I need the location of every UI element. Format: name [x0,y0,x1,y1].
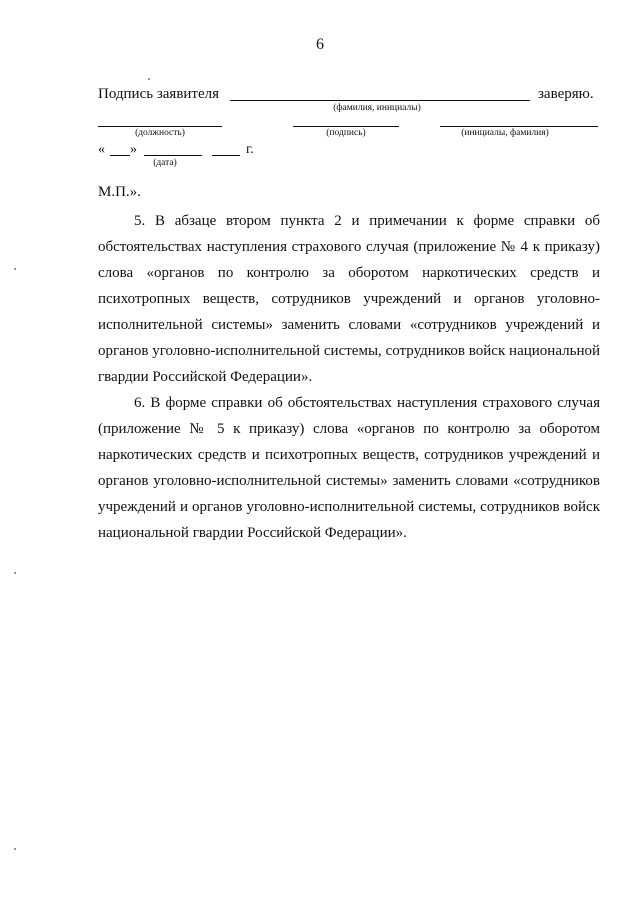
stamp-place: М.П.». [98,184,141,200]
caption-signature: (подпись) [326,128,366,138]
certify-word: заверяю. [538,86,594,102]
paragraph-6: 6. В форме справки об обстоятельствах наступления страхового случая (приложение № 5 к приказу) слова «органов по контролю за оборотом наркотических средств и психотропных веществ, сотрудников учреждений и органов уголовно-исполнительной системы» заменить словами «сотрудников учреждений и органов уголовно-исполнительной системы, сотрудников войск национальной гвардии Российской Федерации». [98,395,600,541]
page-number: 6 [316,36,324,53]
scan-mark [14,848,16,850]
applicant-signature-label: Подпись заявителя [98,86,220,102]
date-close-quote: » [130,142,137,157]
position-line [98,126,222,127]
scan-mark [148,78,150,80]
date-year-line [212,155,240,156]
scan-mark [14,572,16,574]
date-open-quote: « [98,142,105,157]
signature-line [293,126,399,127]
paragraph-5: 5. В абзаце втором пункта 2 и примечании к форме справки об обстоятельствах наступления страхового случая (приложение № 4 к приказу) слова «органов по контролю за оборотом наркотических средств и психотропных веществ, сотрудников учреждений и органов уголовно-исполнительной системы» заменить словами «сотрудников учреждений и органов уголовно-исполнительной системы, сотрудников войск национальной гвардии Российской Федерации». [98,213,600,385]
initials-surname-line [440,126,598,127]
date-day-line [110,155,130,156]
applicant-signature-line [230,100,530,101]
date-month-line [144,155,202,156]
date-year-suffix: г. [246,142,254,157]
caption-initials-surname: (инициалы, фамилия) [461,128,549,138]
caption-full-name: (фамилия, инициалы) [333,103,421,113]
caption-date: (дата) [153,158,177,168]
caption-position: (должность) [135,128,185,138]
scan-mark [14,268,16,270]
date-row [98,142,298,162]
